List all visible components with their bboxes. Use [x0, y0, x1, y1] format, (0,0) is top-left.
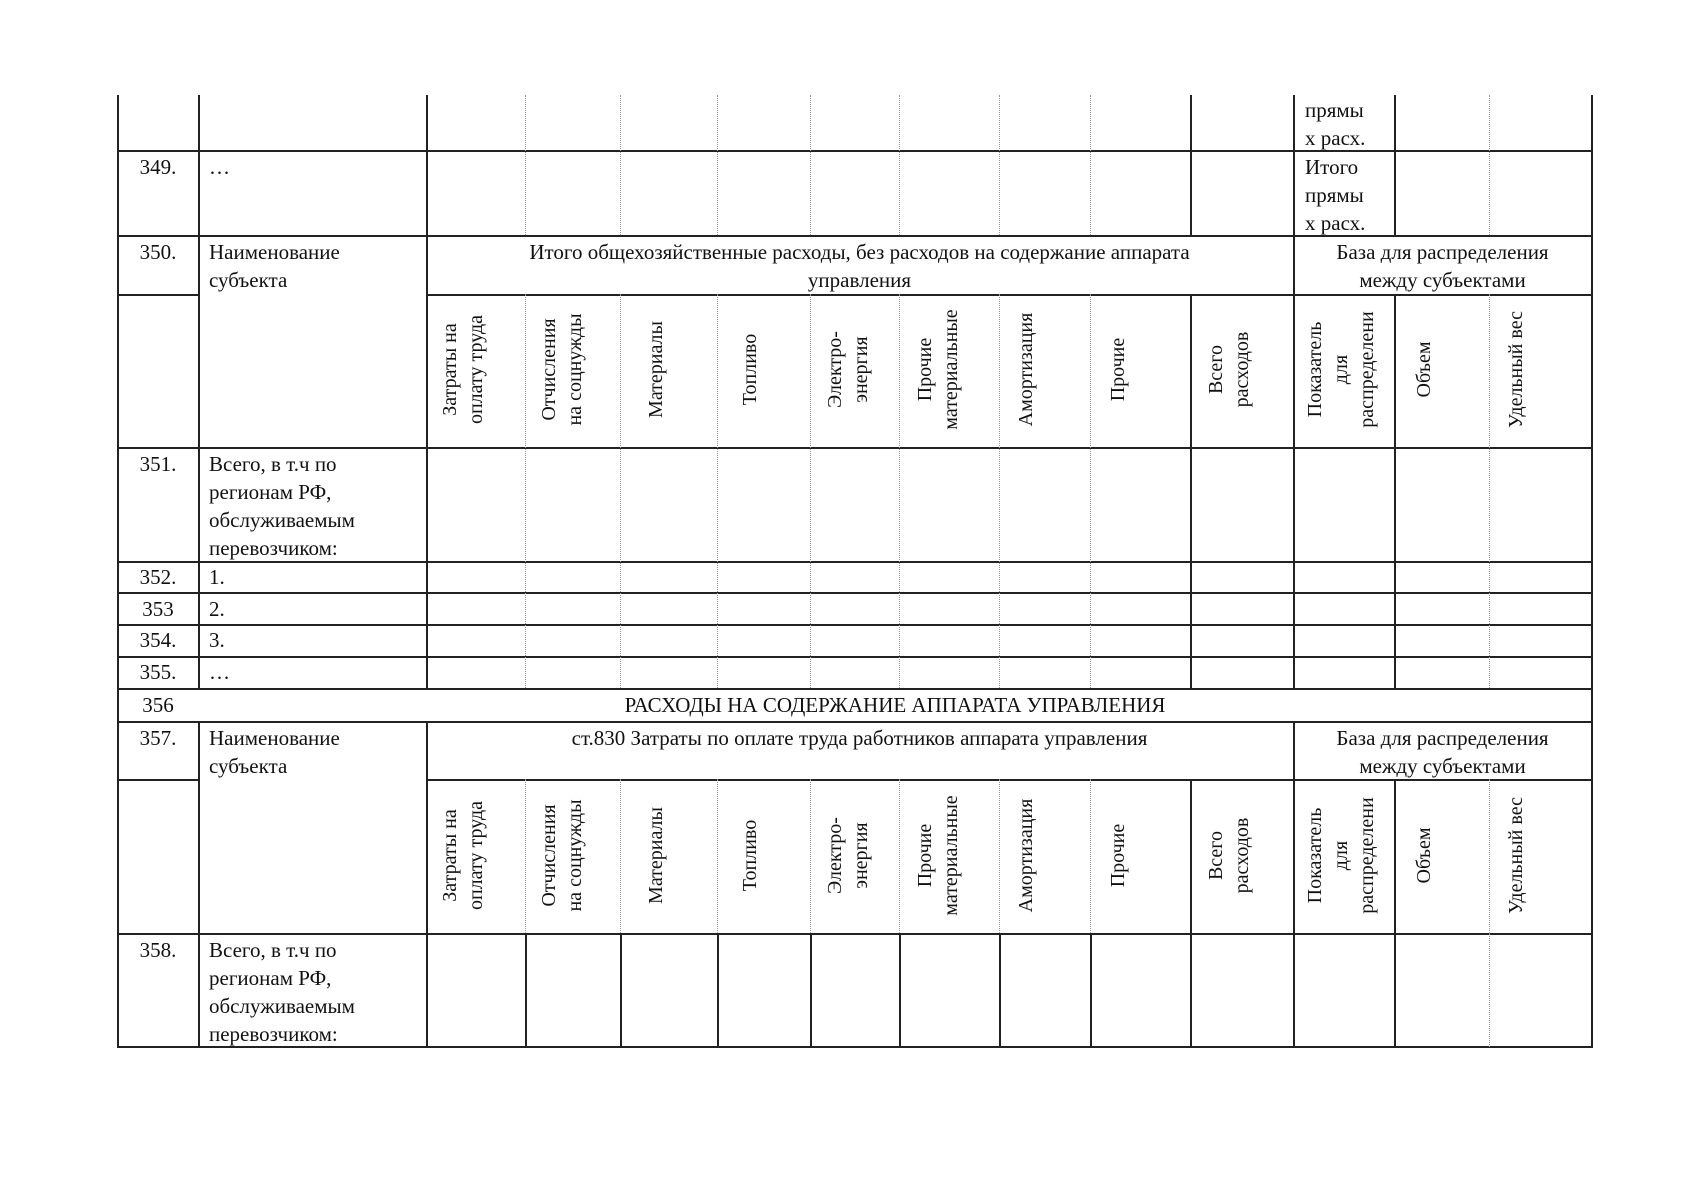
rule [117, 721, 1593, 723]
rule [1489, 933, 1490, 1047]
rule [717, 95, 718, 235]
column-header: Всего расходов [1205, 331, 1253, 408]
row-number: 358. [139, 938, 177, 962]
column-header: Объем [1413, 341, 1435, 398]
rule [426, 294, 1593, 296]
rule [999, 294, 1000, 688]
rule [426, 721, 428, 1047]
column-header: Показатель для распределени [1304, 311, 1378, 428]
rule [620, 779, 621, 933]
rule [810, 779, 811, 933]
rule [810, 95, 811, 235]
basis-title: База для распределения между субъектами [1336, 726, 1549, 778]
rule [117, 235, 1593, 237]
rule [1293, 95, 1295, 235]
rule [1489, 95, 1490, 235]
basis-cell-text: Итого прямы х расх. [1305, 155, 1366, 235]
rule [1090, 933, 1092, 1047]
rule [1591, 95, 1593, 1047]
column-header: Удельный вес [1505, 311, 1527, 428]
rule [1489, 294, 1490, 688]
rule [620, 933, 622, 1047]
column-header: Топливо [739, 819, 761, 892]
column-header: Амортизация [1015, 312, 1037, 427]
column-header: Прочие материальные [914, 795, 962, 916]
rule [117, 150, 1593, 152]
row-number: 350. [139, 240, 177, 264]
rule [1190, 779, 1192, 933]
rule [117, 688, 1593, 690]
row-name: 3. [209, 628, 225, 652]
rule [117, 592, 1593, 594]
section-title: РАСХОДЫ НА СОДЕРЖАНИЕ АППАРАТА УПРАВЛЕНИЯ [624, 693, 1166, 717]
rule [810, 294, 811, 688]
rule [899, 779, 900, 933]
basis-title: База для распределения между субъектами [1336, 240, 1549, 292]
rule [117, 656, 1593, 658]
rule [117, 294, 199, 296]
row-number: 351. [139, 452, 177, 476]
column-header: Электро- энергия [824, 331, 872, 408]
row-name: Всего, в т.ч по регионам РФ, обслуживаемым перевозчиком: [209, 452, 355, 560]
rule [899, 95, 900, 235]
rule [999, 779, 1000, 933]
rule [117, 779, 199, 781]
column-header: Прочие материальные [914, 309, 962, 430]
rule [1394, 933, 1396, 1047]
basis-cell-text: прямы х расх. [1305, 98, 1366, 150]
row-name: … [209, 155, 230, 179]
rule [1190, 933, 1192, 1047]
rule [1090, 294, 1091, 688]
column-header: Электро- энергия [824, 817, 872, 894]
column-header: Затраты на оплату труда [439, 800, 487, 911]
column-header: Отчисления на соцнужды [538, 313, 586, 426]
subject-name-header: Наименование субъекта [209, 726, 340, 778]
column-header: Материалы [645, 807, 667, 904]
row-number: 349. [139, 155, 177, 179]
column-header: Удельный вес [1505, 797, 1527, 914]
rule [717, 779, 718, 933]
column-header: Показатель для распределени [1304, 797, 1378, 914]
rule [1489, 779, 1490, 933]
rule [999, 95, 1000, 235]
row-number: 357. [139, 726, 177, 750]
rule [117, 447, 1593, 449]
rule [999, 933, 1001, 1047]
rule [810, 933, 812, 1047]
rule [1394, 779, 1396, 933]
group-title: ст.830 Затраты по оплате труда работников аппарата управления [571, 726, 1148, 750]
rule [620, 294, 621, 688]
row-name: 2. [209, 597, 225, 621]
column-header: Прочие [1107, 823, 1129, 888]
rule [525, 294, 526, 688]
row-name: Всего, в т.ч по регионам РФ, обслуживаемым перевозчиком: [209, 938, 355, 1046]
rule [525, 95, 526, 235]
rule [1394, 95, 1396, 235]
row-number: 352. [139, 565, 177, 589]
rule [525, 933, 527, 1047]
rule [1293, 235, 1295, 688]
rule [717, 933, 719, 1047]
column-header: Затраты на оплату труда [439, 314, 487, 425]
rule [117, 624, 1593, 626]
column-header: Прочие [1107, 337, 1129, 402]
row-number: 353 [142, 597, 174, 621]
column-header: Топливо [739, 333, 761, 406]
row-number: 355. [139, 660, 177, 684]
row-number: 356 [142, 693, 174, 717]
rule [620, 95, 621, 235]
column-header: Материалы [645, 321, 667, 418]
rule [1090, 779, 1091, 933]
column-header: Амортизация [1015, 798, 1037, 913]
column-header: Объем [1413, 827, 1435, 884]
rule [1190, 95, 1192, 235]
rule [1090, 95, 1091, 235]
rule [1394, 294, 1396, 688]
rule [525, 779, 526, 933]
rule [899, 294, 900, 688]
row-name: 1. [209, 565, 225, 589]
rule [117, 933, 1593, 935]
rule [1190, 294, 1192, 688]
subject-name-header: Наименование субъекта [209, 240, 340, 292]
rule [899, 933, 901, 1047]
rule [717, 294, 718, 688]
group-title: Итого общехозяйственные расходы, без расходов на содержание аппарата управления [529, 240, 1190, 292]
rule [426, 95, 428, 688]
row-name: … [209, 660, 230, 684]
column-header: Всего расходов [1205, 817, 1253, 894]
column-header: Отчисления на соцнужды [538, 799, 586, 912]
row-number: 354. [139, 628, 177, 652]
